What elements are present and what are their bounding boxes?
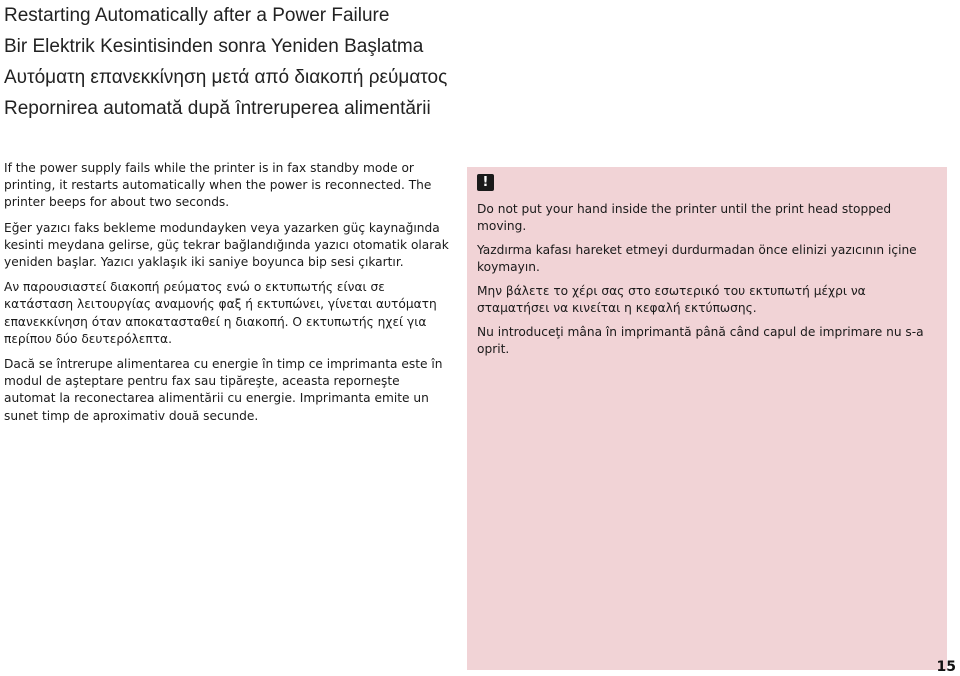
body-paragraph-english: If the power supply fails while the printer is in fax standby mode or printing, it restarts automatically when the power is reconnected. The printer beeps for about two seconds. [4,161,432,210]
warning-notice-box [467,167,947,670]
title-greek: Αυτόματη επανεκκίνηση μετά από διακοπή ρεύματος [4,67,448,88]
warning-text-english: Do not put your hand inside the printer until the print head stopped moving. [477,202,892,233]
page-number: 15 [936,659,956,675]
body-paragraph-romanian: Dacă se întrerupe alimentarea cu energie în timp ce imprimanta este în modul de aşteptare pentru fax sau tipăreşte, aceasta reporneşte automat la reconectarea alimentării cu energie. Imprimanta emite un sunet timp de aproximativ două secunde. [4,357,443,423]
warning-icon: ! [477,174,494,191]
body-column [4,160,454,433]
warning-text-turkish: Yazdırma kafası hareket etmeyi durdurmadan önce elinizi yazıcının içine koymayın. [477,243,917,274]
section-titles [4,0,564,124]
title-romanian: Repornirea automată după întreruperea alimentării [4,98,431,119]
title-turkish: Bir Elektrik Kesintisinden sonra Yeniden Başlatma [4,36,424,57]
body-paragraph-turkish: Eğer yazıcı faks bekleme modundayken veya yazarken güç kaynağında kesinti meydana gelirse, güç tekrar bağlandığında yazıcı otomatik olarak yeniden başlar. Yazıcı yaklaşık iki saniye boyunca bip sesi çıkartır. [4,220,449,270]
warning-text-romanian: Nu introduceţi mâna în imprimantă până când capul de imprimare nu s-a oprit. [477,325,924,356]
warning-text-greek: Μην βάλετε το χέρι σας στο εσωτερικό του εκτυπωτή μέχρι να σταματήσει να κινείται η κεφαλή εκτύπωσης. [477,284,866,315]
body-paragraph-greek: Αν παρουσιαστεί διακοπή ρεύματος ενώ ο εκτυπωτής είναι σε κατάσταση λειτουργίας αναμονής φαξ ή εκτυπώνει, γίνεται αυτόματη επανεκκίνηση όταν αποκατασταθεί η διακοπή. Ο εκτυπωτής ηχεί για περίπου δύο δευτερόλεπτα. [4,280,437,346]
title-english: Restarting Automatically after a Power Failure [4,5,390,26]
warning-notice-body [477,201,937,365]
